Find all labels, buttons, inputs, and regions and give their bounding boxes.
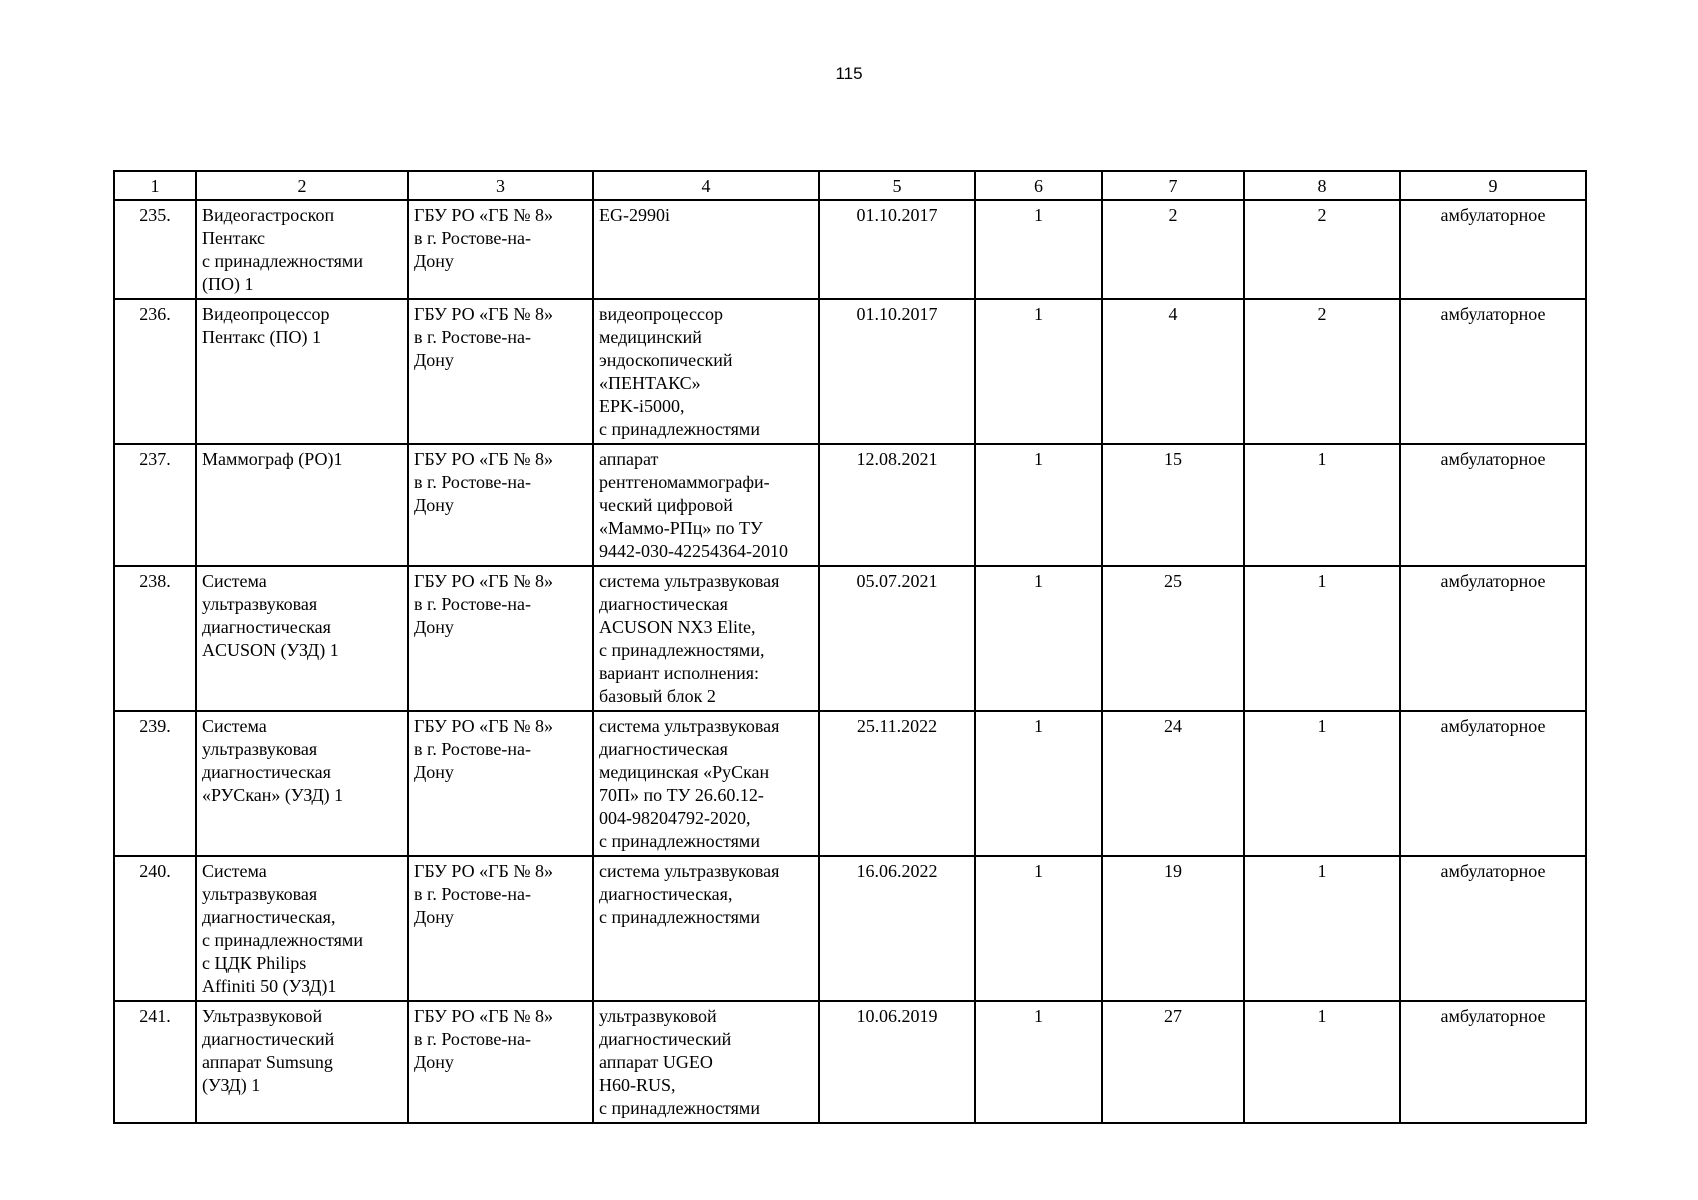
row-number: 235. xyxy=(114,200,196,299)
col-8-value: 1 xyxy=(1244,856,1400,1001)
table-header xyxy=(114,171,1586,200)
row-number: 240. xyxy=(114,856,196,1001)
col-6-value: 1 xyxy=(975,856,1102,1001)
table-row xyxy=(114,1001,1586,1123)
date: 16.06.2022 xyxy=(819,856,975,1001)
equipment-model: система ультразвуковая диагностическая, с принадлежностями xyxy=(593,856,819,1001)
header-cell-1: 1 xyxy=(114,171,196,200)
organization: ГБУ РО «ГБ № 8» в г. Ростове-на- Дону xyxy=(408,299,593,444)
col-6-value: 1 xyxy=(975,444,1102,566)
row-number: 239. xyxy=(114,711,196,856)
col-7-value: 25 xyxy=(1102,566,1244,711)
header-cell-3: 3 xyxy=(408,171,593,200)
table-row xyxy=(114,856,1586,1001)
col-7-value: 27 xyxy=(1102,1001,1244,1123)
equipment-model: EG-2990i xyxy=(593,200,819,299)
header-cell-6: 6 xyxy=(975,171,1102,200)
col-8-value: 1 xyxy=(1244,444,1400,566)
date: 05.07.2021 xyxy=(819,566,975,711)
col-6-value: 1 xyxy=(975,566,1102,711)
table-row xyxy=(114,566,1586,711)
date: 10.06.2019 xyxy=(819,1001,975,1123)
table-row xyxy=(114,711,1586,856)
col-6-value: 1 xyxy=(975,711,1102,856)
equipment-model: система ультразвуковая диагностическая медицинская «РуСкан 70П» по ТУ 26.60.12- 004-98204792-2020, с принадлежностями xyxy=(593,711,819,856)
col-7-value: 4 xyxy=(1102,299,1244,444)
col-6-value: 1 xyxy=(975,299,1102,444)
equipment-name: Видеогастроскоп Пентакс с принадлежностями (ПО) 1 xyxy=(196,200,408,299)
header-cell-9: 9 xyxy=(1400,171,1586,200)
col-6-value: 1 xyxy=(975,200,1102,299)
care-type: амбулаторное xyxy=(1400,711,1586,856)
col-8-value: 1 xyxy=(1244,711,1400,856)
table-body xyxy=(114,200,1586,1123)
date: 12.08.2021 xyxy=(819,444,975,566)
col-7-value: 2 xyxy=(1102,200,1244,299)
header-cell-8: 8 xyxy=(1244,171,1400,200)
col-7-value: 15 xyxy=(1102,444,1244,566)
col-8-value: 1 xyxy=(1244,566,1400,711)
date: 01.10.2017 xyxy=(819,299,975,444)
col-7-value: 24 xyxy=(1102,711,1244,856)
equipment-model: видеопроцессор медицинский эндоскопический «ПЕНТАКС» EPK-i5000, с принадлежностями xyxy=(593,299,819,444)
equipment-model: аппарат рентгеномаммографи- ческий цифровой «Маммо-РПц» по ТУ 9442-030-42254364-2010 xyxy=(593,444,819,566)
equipment-name: Система ультразвуковая диагностическая ACUSON (УЗД) 1 xyxy=(196,566,408,711)
organization: ГБУ РО «ГБ № 8» в г. Ростове-на- Дону xyxy=(408,856,593,1001)
equipment-model: ультразвуковой диагностический аппарат UGEO H60-RUS, с принадлежностями xyxy=(593,1001,819,1123)
equipment-name: Маммограф (РО)1 xyxy=(196,444,408,566)
col-7-value: 19 xyxy=(1102,856,1244,1001)
care-type: амбулаторное xyxy=(1400,566,1586,711)
col-8-value: 2 xyxy=(1244,200,1400,299)
equipment-name: Система ультразвуковая диагностическая «РУСкан» (УЗД) 1 xyxy=(196,711,408,856)
date: 25.11.2022 xyxy=(819,711,975,856)
equipment-name: Видеопроцессор Пентакс (ПО) 1 xyxy=(196,299,408,444)
row-number: 241. xyxy=(114,1001,196,1123)
table-row xyxy=(114,299,1586,444)
header-cell-7: 7 xyxy=(1102,171,1244,200)
header-cell-4: 4 xyxy=(593,171,819,200)
organization: ГБУ РО «ГБ № 8» в г. Ростове-на- Дону xyxy=(408,1001,593,1123)
col-8-value: 2 xyxy=(1244,299,1400,444)
equipment-model: система ультразвуковая диагностическая ACUSON NX3 Elite, с принадлежностями, вариант исполнения: базовый блок 2 xyxy=(593,566,819,711)
organization: ГБУ РО «ГБ № 8» в г. Ростове-на- Дону xyxy=(408,200,593,299)
organization: ГБУ РО «ГБ № 8» в г. Ростове-на- Дону xyxy=(408,566,593,711)
care-type: амбулаторное xyxy=(1400,200,1586,299)
care-type: амбулаторное xyxy=(1400,299,1586,444)
row-number: 238. xyxy=(114,566,196,711)
care-type: амбулаторное xyxy=(1400,1001,1586,1123)
header-cell-5: 5 xyxy=(819,171,975,200)
care-type: амбулаторное xyxy=(1400,444,1586,566)
header-row xyxy=(114,171,1586,200)
equipment-name: Система ультразвуковая диагностическая, с принадлежностями с ЦДК Philips Affiniti 50 (УЗД)1 xyxy=(196,856,408,1001)
row-number: 237. xyxy=(114,444,196,566)
col-6-value: 1 xyxy=(975,1001,1102,1123)
organization: ГБУ РО «ГБ № 8» в г. Ростове-на- Дону xyxy=(408,711,593,856)
date: 01.10.2017 xyxy=(819,200,975,299)
equipment-table xyxy=(113,170,1587,1124)
care-type: амбулаторное xyxy=(1400,856,1586,1001)
equipment-name: Ультразвуковой диагностический аппарат Sumsung (УЗД) 1 xyxy=(196,1001,408,1123)
row-number: 236. xyxy=(114,299,196,444)
table-row xyxy=(114,200,1586,299)
page-number: 115 xyxy=(835,64,863,83)
col-8-value: 1 xyxy=(1244,1001,1400,1123)
table-row xyxy=(114,444,1586,566)
organization: ГБУ РО «ГБ № 8» в г. Ростове-на- Дону xyxy=(408,444,593,566)
header-cell-2: 2 xyxy=(196,171,408,200)
